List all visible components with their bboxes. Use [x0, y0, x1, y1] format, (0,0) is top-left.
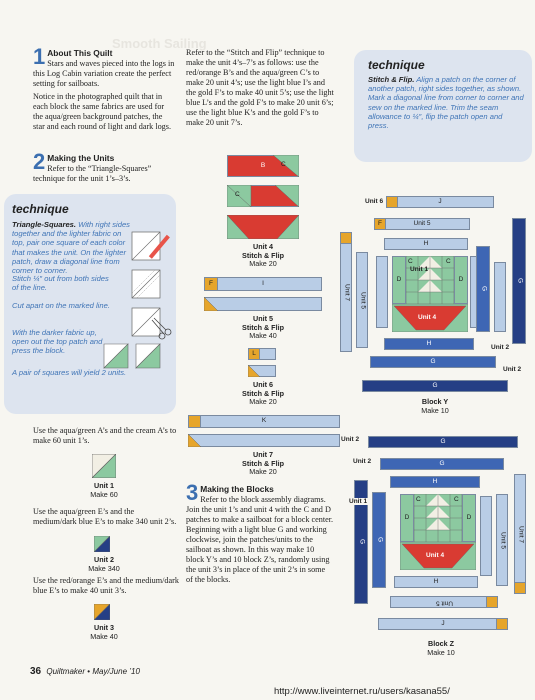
block-y-letter-d: D — [396, 275, 402, 283]
block-z-unit7 — [514, 474, 526, 594]
unit4-sub: Stitch & Flip — [242, 250, 284, 260]
block-z-letter-d: D — [404, 513, 410, 521]
block-y-letter-d-2: D — [458, 275, 464, 283]
block-z-letter-h-2: H — [433, 577, 439, 585]
patch-letter-c-2: C — [235, 191, 240, 198]
unit2-caption — [72, 556, 136, 573]
block-y-caption — [400, 398, 470, 415]
unit4-caption — [224, 243, 302, 269]
unit3-text: Use the red/orange E’s and the medium/dark blue E’s to make 40 unit 3’s. — [33, 576, 179, 595]
block-z-strip-j — [378, 618, 508, 630]
unit3-title: Unit 3 — [94, 623, 114, 632]
block-y-letter-c-2: C — [446, 258, 451, 265]
block-z-strip-g-top-2 — [380, 458, 504, 470]
unit3-diagram — [94, 604, 110, 620]
patch-letter-f: F — [209, 279, 213, 287]
intro-heading: About This Quilt — [47, 48, 113, 58]
technique-step-5: A pair of squares will yield 2 units. — [12, 368, 127, 377]
unit6-patch-f — [248, 348, 260, 360]
unit4-title: Unit 4 — [253, 242, 273, 251]
block-z-count: Make 10 — [427, 647, 455, 657]
block-y-strip-g-outer — [512, 218, 526, 344]
block-z-title: Block Z — [428, 639, 454, 648]
unit1-count: Make 60 — [90, 489, 118, 499]
triangle-squares-diagram — [128, 230, 174, 356]
block-z-strip-g-left-2 — [372, 492, 386, 588]
unit5-caption — [224, 315, 302, 341]
block-y-unit5-vert — [356, 252, 368, 348]
technique-step-2: Stitch ¼″ out from both sides of the line. — [12, 274, 109, 293]
block-y-title: Block Y — [421, 397, 449, 406]
block-y-gold-1 — [386, 196, 398, 208]
unit6-sub: Stitch & Flip — [242, 388, 284, 398]
unit5-finished — [204, 297, 322, 311]
technique-step-3: Cut apart on the marked line. — [12, 301, 110, 310]
technique-title: technique — [12, 202, 69, 216]
block-z-caption — [406, 640, 476, 657]
unit5-patch-f — [204, 277, 218, 291]
unit5-diagram — [204, 277, 322, 315]
block-y-label-unit5: Unit 5 — [413, 219, 431, 227]
block-y-strip-g-bottom — [370, 356, 496, 368]
block-y-strip-left — [376, 256, 388, 328]
unit7-finished-corner — [188, 434, 201, 447]
block-z-d-left — [400, 494, 414, 542]
intro-section — [33, 44, 175, 132]
block-y-strip-g-inner — [476, 246, 490, 332]
footer: 36 Quiltmaker • May/June ’10 — [30, 666, 140, 677]
unit7-patch-k — [188, 415, 340, 428]
block-z-label-unit2b: Unit 2 — [353, 458, 372, 465]
block-y-diagram — [340, 192, 532, 392]
block-z-unit5-strip — [390, 596, 498, 608]
step-number-1: 1 — [33, 44, 46, 69]
block-y-letter-h: H — [423, 239, 429, 247]
block-z-letter-c: C — [416, 496, 421, 503]
stitch-flip-intro: Refer to the “Stitch and Flip” technique to make the unit 4’s–7’s as follows: use the red/orange B’s and the aqua/green C’s to make 20 unit 4’s; use the light blue I’s and the gold F’s to make 40 unit 5’s; use the light blue L’s and the gold F’s to make 20 unit 6’s; use the light blue K’s and the gold F’s to make 20 unit 7’s. — [186, 48, 334, 127]
technique-right-text — [368, 75, 524, 130]
unit5-title: Unit 5 — [253, 314, 273, 323]
block-y-letter-g-3: G — [430, 357, 436, 365]
unit7-diagram — [188, 415, 340, 449]
block-z-unit5-vert — [496, 494, 508, 586]
block-y-count: Make 10 — [421, 405, 449, 415]
step3-section — [186, 480, 334, 585]
block-z-strip-h-bottom — [394, 576, 478, 588]
block-y-strip-g-bottom-2 — [362, 380, 508, 392]
block-z-strip-h-top — [390, 476, 480, 488]
block-z-letter-g-4: G — [376, 537, 384, 543]
block-y-strip-h-bottom — [384, 338, 474, 350]
technique-right-lead: Stitch & Flip. — [368, 75, 415, 84]
technique-right-title: technique — [368, 58, 425, 72]
unit6-count: Make 20 — [249, 397, 277, 406]
unit3-caption — [72, 624, 136, 641]
magazine-name: Quiltmaker — [46, 667, 86, 676]
block-y-unit7 — [340, 232, 352, 352]
block-z-gold-1 — [514, 582, 526, 594]
unit6-title: Unit 6 — [253, 380, 273, 389]
watermark-url: http://www.liveinternet.ru/users/kasana55/ — [274, 686, 450, 697]
block-y-gold-3 — [340, 232, 352, 244]
technique-step-4: With the darker fabric up, open out the top patch and press the block. — [12, 328, 103, 356]
unit3-count: Make 40 — [90, 631, 118, 641]
block-y-label-unit2b: Unit 2 — [503, 366, 522, 373]
unit6-finished-corner — [248, 365, 260, 377]
step2-heading: Making the Units — [47, 153, 115, 163]
patch-letter-k: K — [261, 417, 267, 425]
unit1-caption — [72, 482, 136, 499]
block-y-letter-c: C — [408, 258, 413, 265]
unit7-patch-f — [188, 415, 201, 428]
pressed-units-diagram — [102, 342, 168, 370]
unit7-count: Make 20 — [249, 467, 277, 476]
block-y-d-left — [392, 256, 406, 304]
unit4-finished — [227, 215, 299, 239]
patch-letter-i: I — [262, 279, 264, 287]
block-z-diagram — [340, 434, 532, 634]
unit1-title: Unit 1 — [94, 481, 114, 490]
technique-lead: Triangle-Squares. — [12, 220, 77, 229]
technique-text-1 — [12, 220, 130, 275]
technique-right-body: Align a patch on the corner of another patch, right sides together, as shown. Mark a diagonal line from corner to corner and sew on the marked line. Trim the seam allowance to ¼″, flip the patch open and press. — [368, 75, 524, 131]
unit2-title: Unit 2 — [94, 555, 114, 564]
block-z-letter-g: G — [440, 437, 446, 445]
unit6-diagram — [248, 348, 278, 378]
block-y-label-unit5-b: Unit 5 — [359, 291, 367, 309]
block-y-center — [392, 256, 468, 332]
block-z-strip-g-top — [368, 436, 518, 448]
unit7-sub: Stitch & Flip — [242, 458, 284, 468]
step-number-2: 2 — [33, 149, 46, 174]
unit2-count: Make 340 — [88, 563, 120, 573]
block-z-label-unit7: Unit 7 — [517, 525, 525, 543]
patch-letter-b: B — [260, 161, 266, 169]
step3-heading: Making the Blocks — [200, 484, 274, 494]
unit2-text: Use the aqua/green E’s and the medium/dark blue E’s to make 340 unit 2’s. — [33, 507, 177, 526]
unit1-text: Use the aqua/green A’s and the cream A’s to make 60 unit 1’s. — [33, 426, 177, 445]
unit7-title: Unit 7 — [253, 450, 273, 459]
unit5-count: Make 40 — [249, 331, 277, 340]
block-y-letter-g-4: G — [432, 381, 438, 389]
unit6-caption — [224, 381, 302, 407]
block-y-gold-2 — [374, 218, 386, 230]
block-y-letter-g-2: G — [516, 278, 524, 284]
unit7-caption — [224, 451, 302, 477]
block-z-letter-h: H — [432, 477, 438, 485]
block-z-label-unit2a: Unit 2 — [341, 436, 360, 443]
block-y-strip-right-2 — [494, 262, 506, 332]
block-y-label-unit4: Unit 4 — [418, 314, 437, 321]
block-z-gold-2 — [486, 596, 498, 608]
unit5-finished-corner — [204, 297, 218, 311]
block-y-label-unit6: Unit 6 — [365, 198, 384, 205]
unit4-count: Make 20 — [249, 259, 277, 268]
unit5-sub: Stitch & Flip — [242, 322, 284, 332]
step-number-3: 3 — [186, 480, 199, 505]
block-z-center — [400, 494, 476, 570]
technique-box-triangle-squares — [4, 194, 176, 414]
block-z-strip-right — [480, 496, 492, 576]
page-number: 36 — [30, 666, 42, 677]
block-y-d-right — [454, 256, 468, 304]
block-z-letter-j: J — [441, 619, 445, 627]
block-y-strip-h-top — [384, 238, 468, 250]
unit1-diagram — [92, 454, 116, 478]
block-y-label-unit7: Unit 7 — [343, 283, 351, 301]
intro-para-2: Notice in the photographed quilt that in each block the same fabrics are used for the aqua/green background patches, the star and each round of light and dark logs. — [33, 92, 172, 131]
step3-text: Refer to the block assembly diagrams. Join the unit 1’s and unit 4 with the C and D patches to make a sailboat for a block center. Beginning with a light blue G and working clockwise, join the patches/units to the sailboat as shown. In this way make 10 block Y’s and 10 block Z’s, randomly using the unit 3’s in place of the unit 2’s in some of the blocks. — [186, 495, 334, 584]
faded-title: Smooth Sailing — [112, 36, 207, 51]
technique-step-1: With right sides together and the lighter fabric on top, pair one square of each color that makes the unit. On the lighter patch, draw a diagonal line from corner to corner. — [12, 220, 130, 276]
technique-box-stitch-flip — [354, 50, 532, 162]
block-y-letter-g: G — [480, 286, 488, 292]
block-y-label-unit2a: Unit 2 — [491, 344, 510, 351]
unit7-finished — [188, 434, 340, 447]
block-z-label-unit4: Unit 4 — [426, 552, 445, 559]
intro-para-1: Stars and waves pieced into the logs in this Log Cabin variation create the perfect setting for sailboats. — [33, 59, 175, 88]
unit5-patch-i — [204, 277, 322, 291]
block-z-label-unit5: Unit 5 — [499, 531, 507, 549]
block-y-unit5-strip — [374, 218, 470, 230]
block-y-letter-j: J — [438, 197, 442, 205]
block-z-label-unit5-b: Unit 5 — [435, 599, 453, 607]
block-z-gold-3 — [496, 618, 508, 630]
patch-letter-l: L — [252, 349, 256, 357]
block-y-letter-f: F — [378, 219, 382, 227]
block-z-letter-g-2: G — [439, 459, 445, 467]
block-y-label-unit1: Unit 1 — [410, 266, 429, 273]
unit2-diagram — [94, 536, 110, 552]
step2-section — [33, 149, 175, 184]
block-y-strip-j — [386, 196, 494, 208]
magazine-issue: May/June ’10 — [92, 667, 140, 676]
block-z-letter-g-3: G — [358, 539, 366, 545]
block-z-label-unit1: Unit 1 — [349, 498, 368, 505]
block-z-letter-d-2: D — [466, 513, 472, 521]
patch-letter-c: C — [281, 161, 286, 168]
block-z-letter-c-2: C — [454, 496, 459, 503]
block-z-d-right — [462, 494, 476, 542]
unit4-flip-corner — [273, 155, 299, 177]
unit4-diagram — [227, 155, 299, 243]
step2-text: Refer to the “Triangle-Squares” technique for the unit 1’s–3’s. — [33, 164, 152, 183]
block-y-letter-h-2: H — [426, 339, 432, 347]
